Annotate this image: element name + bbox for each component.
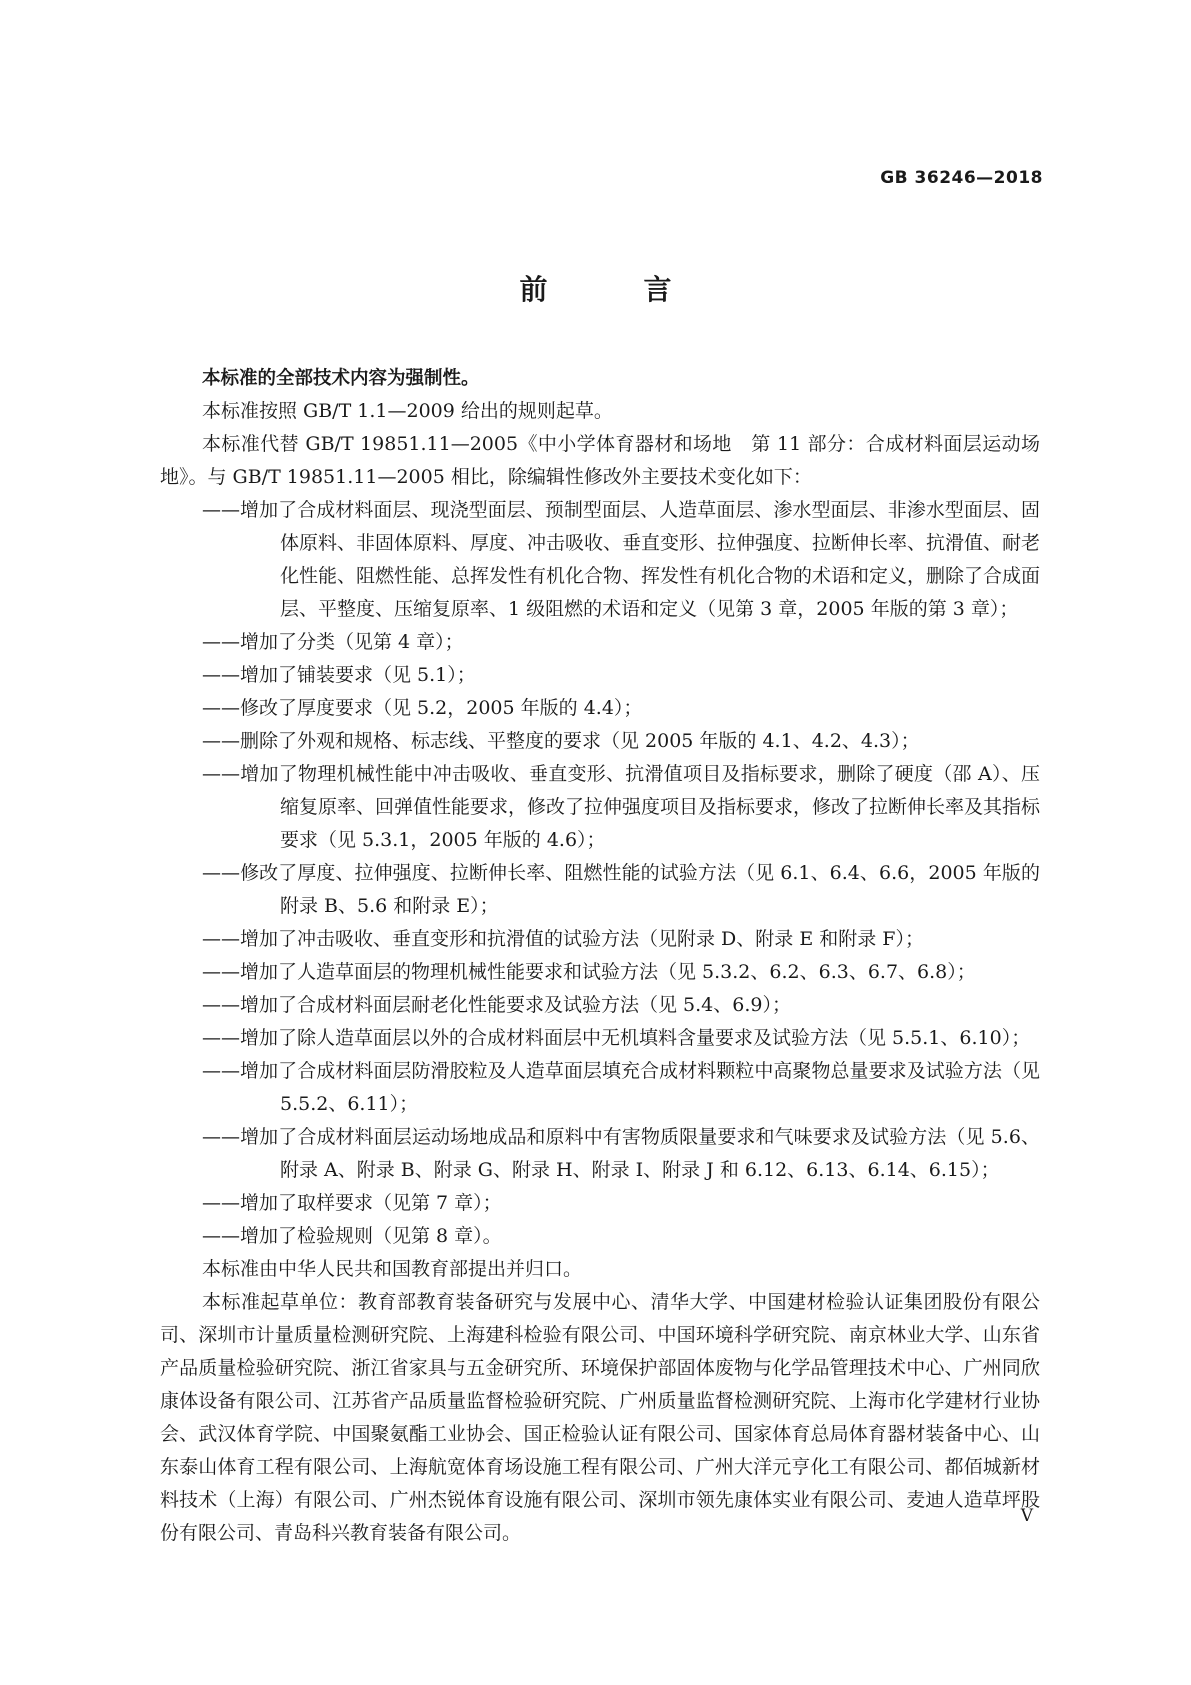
change-item: ——增加了合成材料面层防滑胶粒及人造草面层填充合成材料颗粒中高聚物总量要求及试验方法（见 5.5.2、6.11）； <box>202 1060 1040 1115</box>
document-code: GB 36246—2018 <box>880 168 1043 188</box>
replacement-paragraph: 本标准代替 GB/T 19851.11—2005《中小学体育器材和场地 第 11 部分：合成材料面层运动场地》。与 GB/T 19851.11—2005 相比，除编辑性修改外主要技术变化如下： <box>160 433 1040 488</box>
change-item: ——增加了人造草面层的物理机械性能要求和试验方法（见 5.3.2、6.2、6.3、6.7、6.8）； <box>202 961 976 983</box>
page-title: 前 言 <box>519 273 706 306</box>
mandatory-statement: 本标准的全部技术内容为强制性。 <box>202 368 480 389</box>
proposed-by-paragraph: 本标准由中华人民共和国教育部提出并归口。 <box>202 1258 583 1280</box>
changes-list <box>160 494 1040 1253</box>
change-item: ——增加了铺装要求（见 5.1）； <box>202 664 476 686</box>
change-item: ——增加了物理机械性能中冲击吸收、垂直变形、抗滑值项目及指标要求，删除了硬度（邵 A）、压缩复原率、回弹值性能要求，修改了拉伸强度项目及指标要求，修改了拉断伸长率及其指标要求（见 5.3.1，2005 年版的 4.6）； <box>202 763 1041 851</box>
drafting-rule-paragraph: 本标准按照 GB/T 1.1—2009 给出的规则起草。 <box>202 400 613 422</box>
change-item: ——删除了外观和规格、标志线、平整度的要求（见 2005 年版的 4.1、4.2、4.3）； <box>202 730 920 752</box>
change-item: ——增加了合成材料面层、现浇型面层、预制型面层、人造草面层、渗水型面层、非渗水型面层、固体原料、非固体原料、厚度、冲击吸收、垂直变形、拉伸强度、拉断伸长率、抗滑值、耐老化性能、阻燃性能、总挥发性有机化合物、挥发性有机化合物的术语和定义，删除了合成面层、平整度、压缩复原率、1 级阻燃的术语和定义（见第 3 章，2005 年版的第 3 章）； <box>202 499 1041 620</box>
change-item: ——增加了分类（见第 4 章）； <box>202 631 464 653</box>
change-item: ——增加了检验规则（见第 8 章）。 <box>202 1225 502 1247</box>
document-body <box>160 362 1040 1550</box>
change-item: ——增加了合成材料面层耐老化性能要求及试验方法（见 5.4、6.9）； <box>202 994 791 1016</box>
change-item: ——修改了厚度要求（见 5.2，2005 年版的 4.4）； <box>202 697 643 719</box>
change-item: ——增加了合成材料面层运动场地成品和原料中有害物质限量要求和气味要求及试验方法（见 5.6、附录 A、附录 B、附录 G、附录 H、附录 I、附录 J 和 6.12、6.13、6.14、6.15）； <box>202 1126 1040 1181</box>
drafting-units-paragraph: 本标准起草单位：教育部教育装备研究与发展中心、清华大学、中国建材检验认证集团股份有限公司、深圳市计量质量检测研究院、上海建科检验有限公司、中国环境科学研究院、南京林业大学、山东省产品质量检验研究院、浙江省家具与五金研究所、环境保护部固体废物与化学品管理技术中心、广州同欣康体设备有限公司、江苏省产品质量监督检验研究院、广州质量监督检测研究院、上海市化学建材行业协会、武汉体育学院、中国聚氨酯工业协会、国正检验认证有限公司、国家体育总局体育器材装备中心、山东泰山体育工程有限公司、上海航宽体育场设施工程有限公司、广州大洋元亨化工有限公司、都佰城新材料技术（上海）有限公司、广州杰锐体育设施有限公司、深圳市领先康体实业有限公司、麦迪人造草坪股份有限公司、青岛科兴教育装备有限公司。 <box>160 1291 1040 1544</box>
change-item: ——修改了厚度、拉伸强度、拉断伸长率、阻燃性能的试验方法（见 6.1、6.4、6.6，2005 年版的附录 B、5.6 和附录 E）； <box>202 862 1040 917</box>
page-number: V <box>1020 1506 1033 1526</box>
change-item: ——增加了冲击吸收、垂直变形和抗滑值的试验方法（见附录 D、附录 E 和附录 F）； <box>202 928 924 950</box>
change-item: ——增加了除人造草面层以外的合成材料面层中无机填料含量要求及试验方法（见 5.5.1、6.10）； <box>202 1027 1031 1049</box>
change-item: ——增加了取样要求（见第 7 章）； <box>202 1192 502 1214</box>
